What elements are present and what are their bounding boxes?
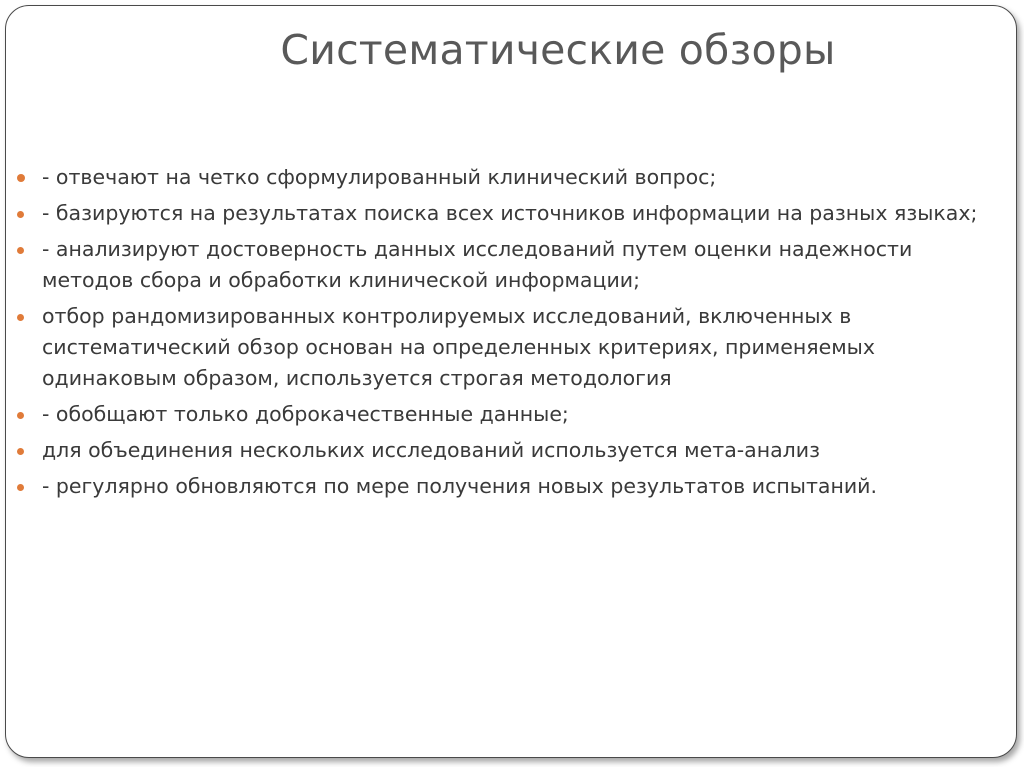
bullet-text: - анализируют достоверность данных исследований путем оценки надежности методов сбора и обработки клинической информации; [42, 237, 913, 292]
bullet-dot-icon [17, 174, 25, 182]
bullet-text: отбор рандомизированных контролируемых исследований, включенных в систематический обзор основан на определенных критериях, применяемых одинаковым образом, используется строгая методология [42, 304, 875, 390]
bullet-item [16, 162, 996, 193]
bullet-text: - базируются на результатах поиска всех источников информации на разных языках; [42, 201, 978, 225]
bullet-dot-icon [17, 211, 24, 218]
bullet-text: - регулярно обновляются по мере получения новых результатов испытаний. [42, 474, 878, 498]
bullet-text: - обобщают только доброкачественные данные; [42, 402, 569, 426]
bullet-text: для объединения нескольких исследований используется мета-анализ [42, 438, 821, 462]
bullet-item [16, 234, 996, 296]
bullet-item [16, 435, 996, 466]
bullet-item [16, 471, 996, 502]
bullet-text: - отвечают на четко сформулированный клинический вопрос; [42, 165, 717, 189]
bullet-item [16, 301, 996, 394]
bullet-item [16, 399, 996, 430]
slide-frame [5, 5, 1017, 758]
slide-title: Систематические обзоры [280, 26, 836, 74]
bullet-dot-icon [17, 314, 24, 321]
bullet-dot-icon [17, 247, 24, 254]
bullet-dot-icon [17, 412, 24, 419]
bullet-dot-icon [17, 448, 24, 455]
bullet-item [16, 198, 996, 229]
bullet-dot-icon [17, 484, 24, 491]
bullet-list [16, 162, 996, 507]
